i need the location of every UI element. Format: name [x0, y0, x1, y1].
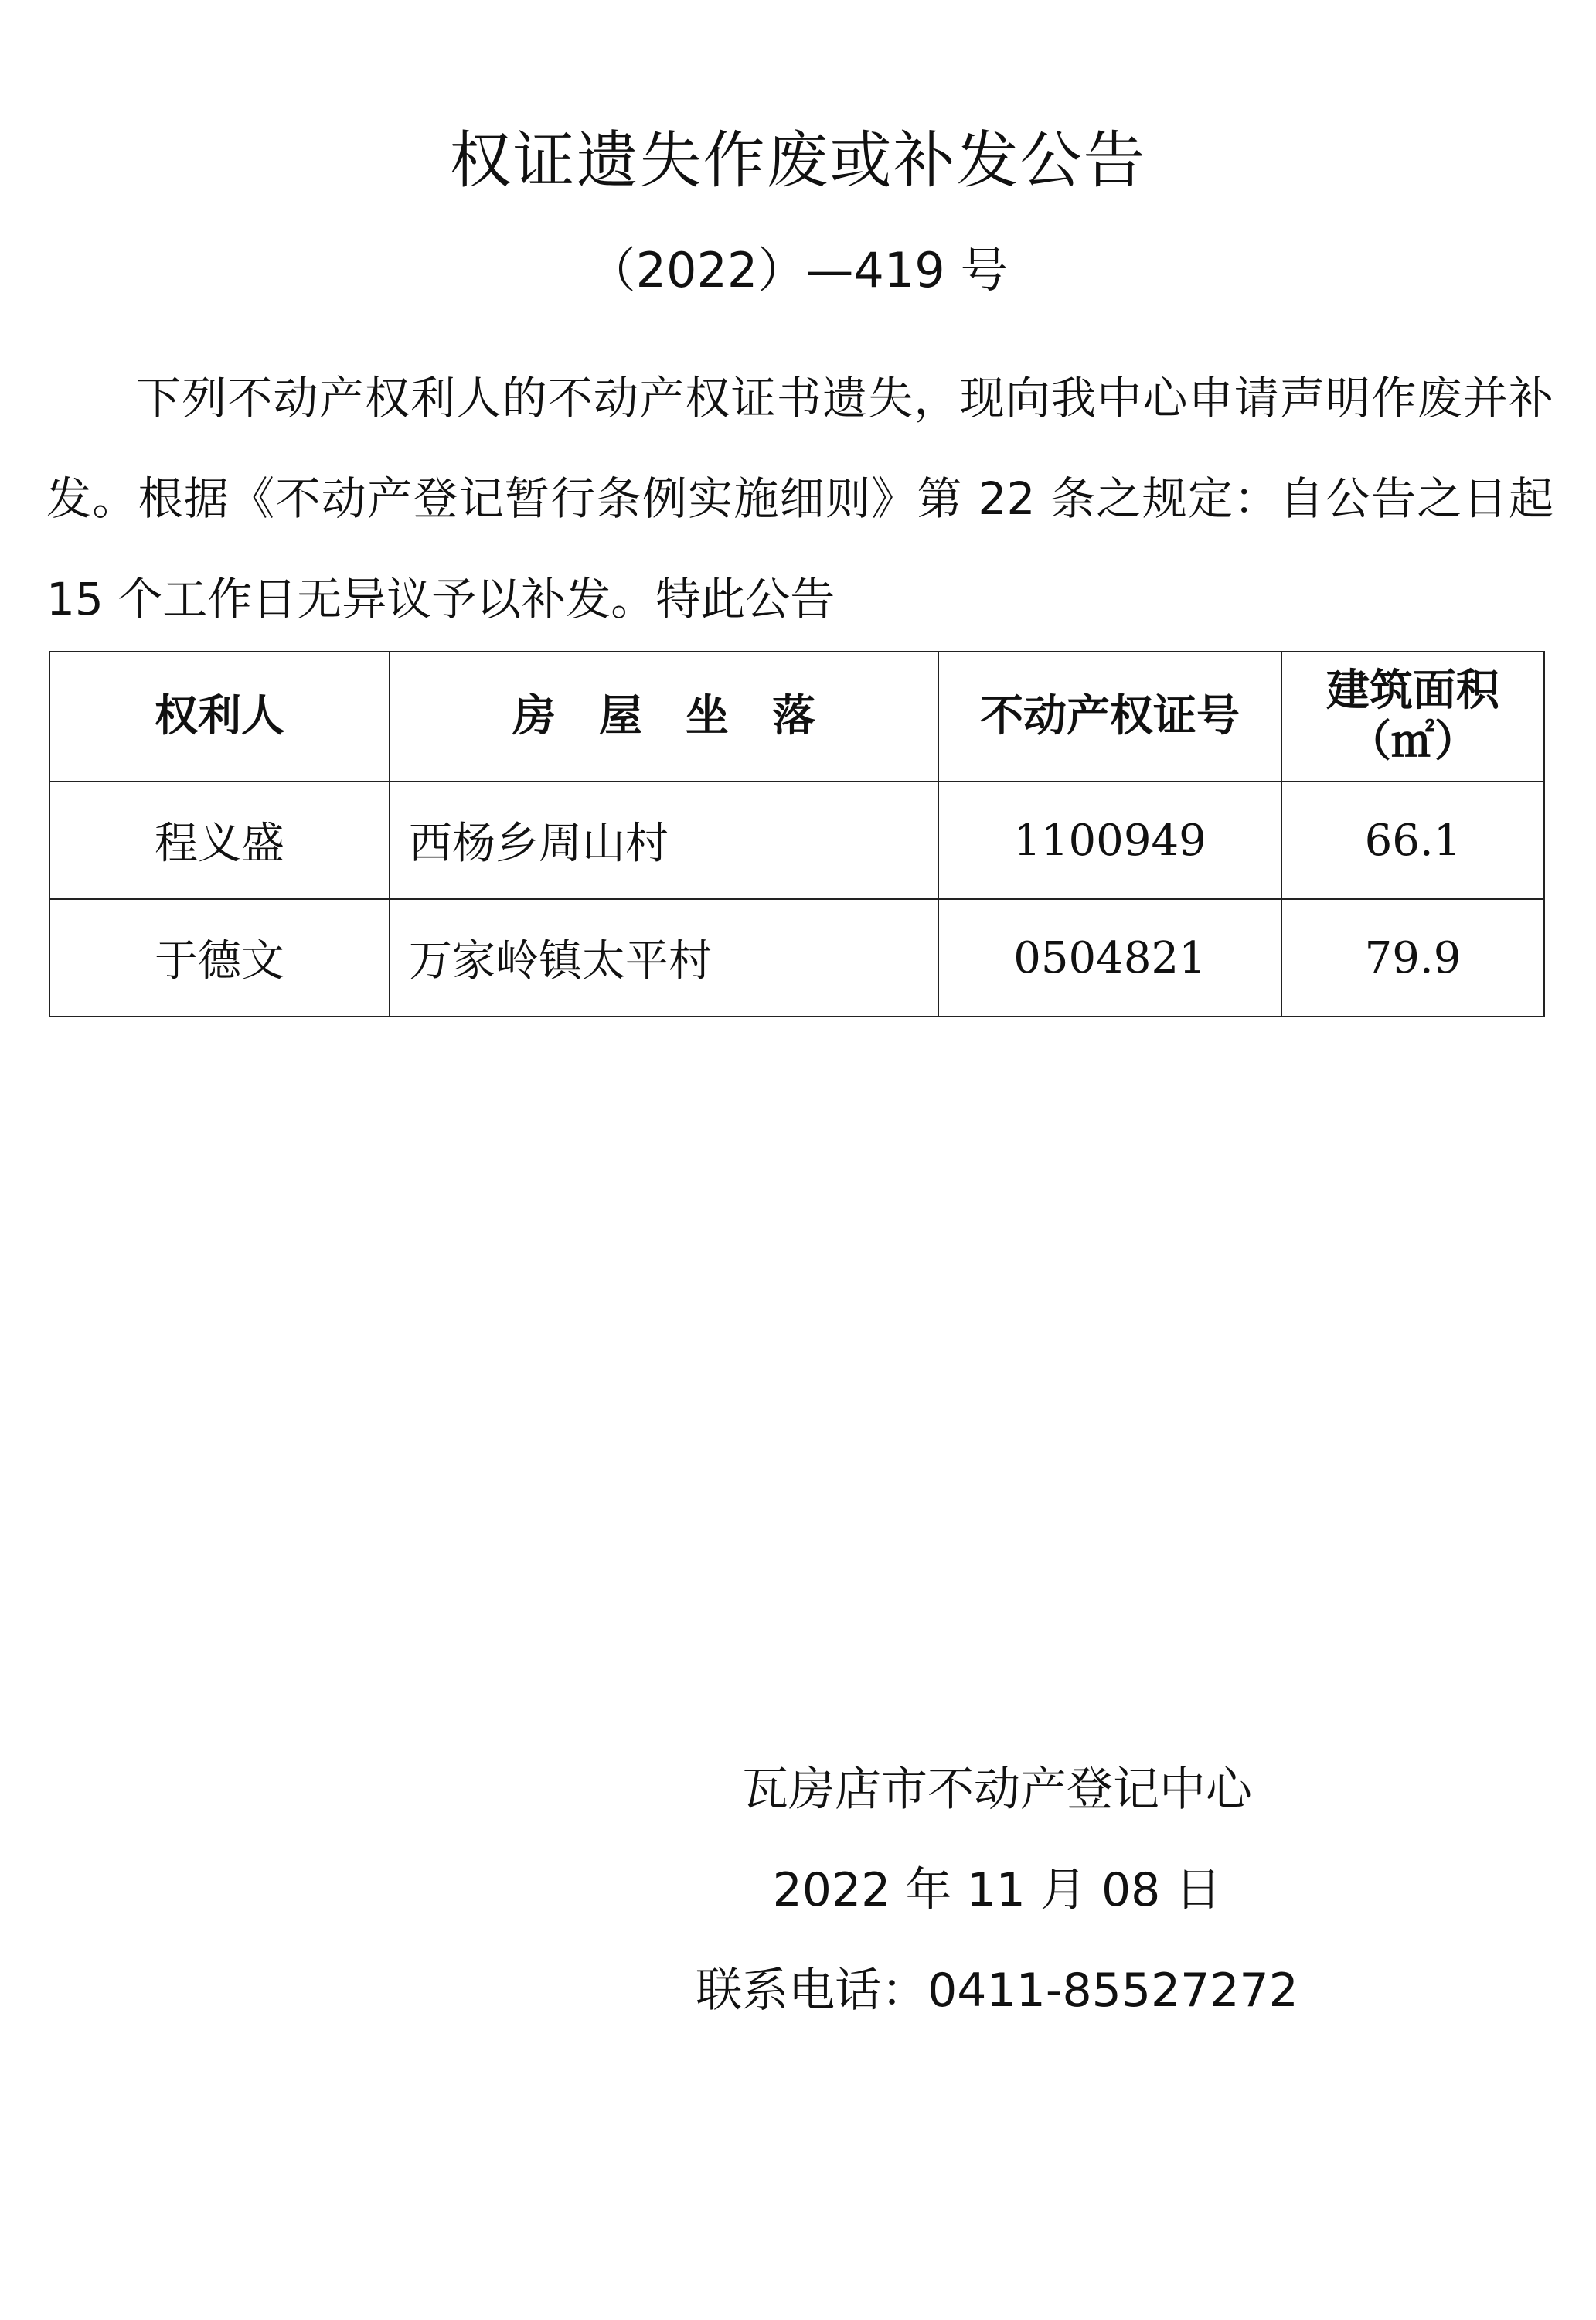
- area-cell: 79.9: [1281, 899, 1544, 1017]
- issuer-name: 瓦房店市不动产登记中心: [742, 1763, 1252, 1817]
- notice-body: 下列不动产权利人的不动产权证书遗失，现向我中心申请声明作废并补发。根据《不动产登记暂行条例实施细则》第 22 条之规定：自公告之日起 15 个工作日无异议予以补发。特此公告: [46, 372, 1553, 625]
- table-row: [49, 899, 1544, 1017]
- header-location: 房 屋 坐 落: [390, 652, 938, 782]
- table-row: [49, 782, 1544, 899]
- header-area-unit: （㎡）: [1348, 717, 1478, 767]
- area-cell: 66.1: [1281, 782, 1544, 899]
- notice-title: 权证遗失作废或补发公告: [449, 124, 1147, 196]
- table-header-row: [49, 652, 1544, 782]
- document-number: （2022）—419 号: [587, 242, 1009, 298]
- location-cell: 西杨乡周山村: [390, 782, 938, 899]
- header-owner: 权利人: [49, 652, 390, 782]
- contact-phone: 联系电话：0411-85527272: [696, 1964, 1298, 2018]
- location-cell: 万家岭镇太平村: [390, 899, 938, 1017]
- notice-footer: [649, 1739, 1345, 2041]
- owner-cell: 程义盛: [49, 782, 390, 899]
- issue-date: 2022 年 11 月 08 日: [772, 1863, 1222, 1917]
- header-cert-no: 不动产权证号: [938, 652, 1281, 782]
- owner-cell: 于德文: [49, 899, 390, 1017]
- cert-no-cell: 1100949: [938, 782, 1281, 899]
- header-area: [1281, 652, 1544, 782]
- lost-certificate-table: [49, 651, 1545, 1017]
- cert-no-cell: 0504821: [938, 899, 1281, 1017]
- header-area-label: 建筑面积: [1326, 666, 1499, 716]
